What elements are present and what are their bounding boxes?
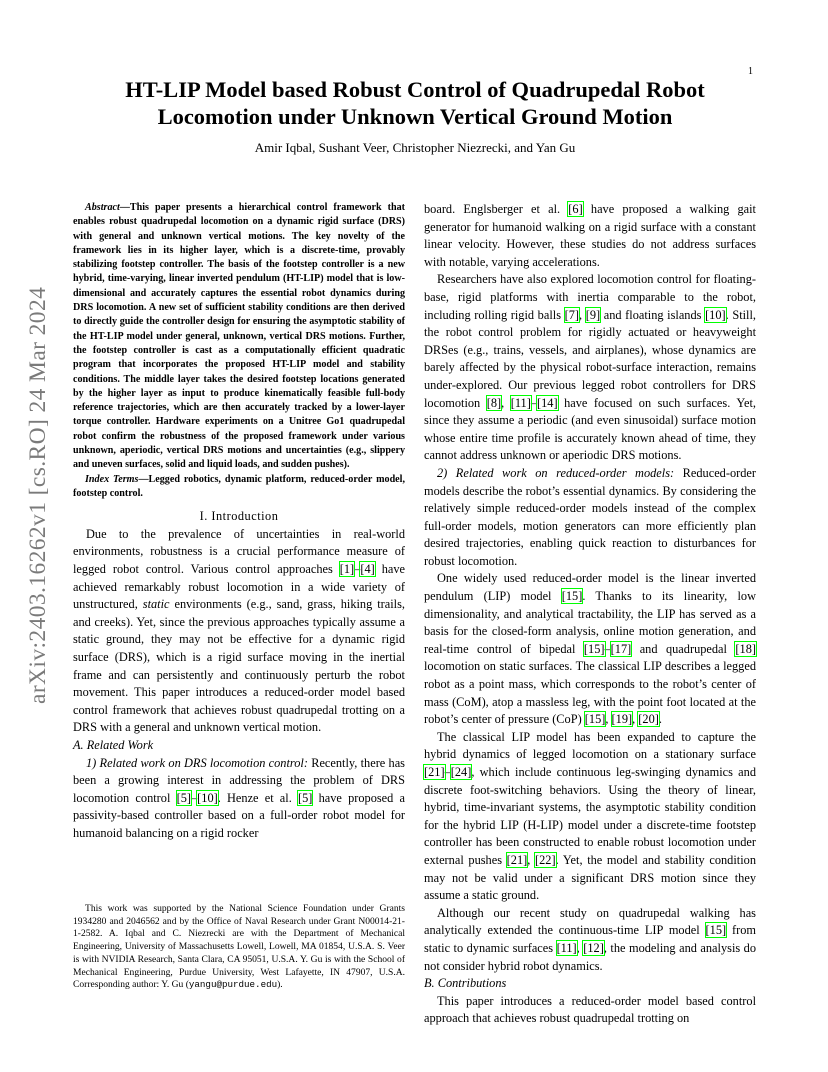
text-run: – (604, 641, 611, 656)
page-number: 1 (748, 66, 753, 77)
arxiv-stamp: arXiv:2403.16262v1 [cs.RO] 24 Mar 2024 (25, 286, 51, 704)
text-run: have focused on such surfaces. Yet, since they assume a periodic (and even sinusoidal) surface motion whose entire time profile is accurately known ahead of time, they cannot address unknown or aperiodic DRS motions. (424, 395, 756, 463)
text-run: , which include continuous leg-swinging dynamics and discrete foot-switching behaviors. Using the theory of linear, hybrid, time-invariant systems, the asymptotic stability condition for the hybrid LIP (H-LIP) model under a discrete-time footstep controller has been constructed to enable robust locomotion under external pushes (424, 765, 756, 867)
title-line-1: HT-LIP Model based Robust Control of Quadrupedal Robot (125, 77, 705, 102)
author-list: Amir Iqbal, Sushant Veer, Christopher Niezrecki, and Yan Gu (254, 140, 576, 155)
citation-link[interactable]: [21] (424, 765, 445, 779)
text-run: This work was supported by the National Science Foundation under Grants 1934280 and 2046562 and by the Office of Naval Research under Grant N00014-21-1-2582. A. Iqbal and C. Niezrecki are with the Department of Mechanical Engineering, University of Massachusetts Lowell, Lowell, MA 01854, U.S.A. S. Veer is with NVIDIA Research, Santa Clara, CA 95051, U.S.A. Y. Gu is with the School of Mechanical Engineering, Purdue University, West Lafayette, IN 47907, U.S.A. Corresponding author: Y. Gu ( (73, 903, 405, 991)
paragraph-label: 1) Related work on DRS locomotion control: (86, 755, 308, 770)
paragraph-label: 2) Related work on reduced-order models: (437, 465, 675, 480)
subsection-heading-contributions: B. Contributions (424, 976, 507, 991)
right-column (424, 201, 756, 1028)
text-run: environments (e.g., sand, grass, hiking trails, and creeks). Yet, since the previous approaches typically assume a static ground, they may not be effective for a dynamic rigid surface (DRS), which is a rigid surface moving in the inertial frame and can persistently and continuously perturb the robot movement. This paper introduces a reduced-order model based control framework that achieves robust quadrupedal trotting on a DRS with a general and unknown vertical motion. (73, 597, 405, 735)
related-work-1-paragraph (73, 755, 405, 843)
text-run: ). (277, 979, 283, 991)
text-run: Recently, there has been a growing interest in addressing the problem of DRS locomotion control (73, 755, 405, 805)
section-heading-introduction: I. Introduction (199, 509, 279, 524)
text-run: – (354, 562, 361, 577)
intro-paragraph-1 (73, 526, 405, 737)
text-run: , (576, 940, 584, 955)
citation-link[interactable]: [15] (583, 641, 605, 656)
text-run: have achieved remarkably robust locomotion in a wide variety of unstructured, (73, 562, 405, 612)
text-run: . Yet, the model and stability condition may not be valid under a significant DRS motion since they assume a static ground. (424, 852, 756, 903)
index-terms (73, 473, 405, 502)
text-run: Due to the prevalence of uncertainties in real-world environments, robustness is a crucial performance measure of legged robot control. Various control approaches (73, 526, 405, 577)
citation-link[interactable]: [5] (176, 790, 191, 805)
citation-link[interactable]: [6] (568, 202, 583, 216)
citation-link[interactable]: [15] (584, 712, 606, 727)
text-run: , (632, 712, 639, 727)
subsection-heading-related-work: A. Related Work (73, 737, 154, 752)
citation-link[interactable]: [10] (705, 307, 726, 322)
footnote (73, 903, 405, 992)
related-work-2-paragraph (424, 465, 756, 571)
title-line-2: Locomotion under Unknown Vertical Ground Motion (157, 104, 673, 129)
citation-link[interactable]: [18] (735, 641, 756, 656)
citation-link[interactable]: [5] (298, 790, 313, 805)
text-run: . Henze et al. (217, 790, 298, 805)
index-terms-label: Index Terms (85, 473, 139, 485)
text-run: – (444, 765, 451, 779)
paragraph-platforms (424, 271, 756, 465)
text-run: . Still, the robot control problem for rigidly actuated or heavyweight DRSes (e.g., trains, vessels, and airplanes), whose dynamics are barely affected by the physical robot-surface interaction, remains under-explored. Our previous legged robot controllers for DRS locomotion (424, 307, 757, 410)
citation-link[interactable]: [24] (450, 765, 472, 779)
abstract (73, 201, 405, 473)
text-run: The classical LIP model has been expanded to capture the hybrid dynamics of legged locomotion on a stationary surface (424, 729, 756, 762)
text-run: have proposed a passivity-based controller based on a full-order robot model for humanoid balancing on a rigid rocker (73, 790, 405, 840)
text-run: and quadrupedal (631, 641, 736, 656)
text-run: have proposed a walking gait generator for humanoid walking on a rigid surface with a constant linear velocity. However, these studies do not address surfaces with notable, varying accelerations. (424, 202, 756, 269)
text-run: – (530, 395, 538, 410)
citation-link[interactable]: [11] (556, 940, 577, 955)
text-run: Although our recent study on quadrupedal walking has analytically extended the continuous-time LIP model (424, 905, 756, 938)
citation-link[interactable]: [19] (611, 712, 633, 727)
text-run: , (605, 712, 612, 727)
paragraph-lip (424, 570, 756, 728)
text-run: board. Englsberger et al. (424, 202, 569, 216)
citation-link[interactable]: [21] (506, 852, 528, 867)
citation-link[interactable]: [15] (561, 589, 583, 604)
citation-link[interactable]: [9] (585, 307, 601, 322)
index-terms-text: —Legged robotics, dynamic platform, reduced-order model, footstep control. (73, 473, 405, 499)
text-run: Reduced-order models describe the robot’s essential dynamics. By considering the relatively simple reduced-order models instead of the complex full-order models, motion generators can more efficiently plan desired trajectories, enabling quick reaction to disturbances for robust locomotion. (424, 465, 756, 568)
citation-link[interactable]: [1] (339, 562, 355, 577)
citation-link[interactable]: [7] (564, 307, 580, 322)
abstract-text: —This paper presents a hierarchical control framework that enables robust quadrupedal locomotion on a dynamic rigid surface (DRS) with general and unknown vertical motions. The key novelty of the framework lies in its higher layer, which is a discrete-time, provably stabilizing footstep controller. The basis of the footstep controller is a new hybrid, time-varying, linear inverted pendulum (HT-LIP) model that is low-dimensional and accurately captures the essential robot dynamics during DRS locomotion. A new set of sufficient stability conditions are then derived to directly guide the controller design for ensuring the asymptotic stability of the HT-LIP model under general, unknown, vertical DRS motions. Further, the footstep controller is cast as a computationally efficient quadratic program that incorporates the proposed HT-LIP model and stability conditions. The middle layer takes the desired footstep locations generated by the higher layer as input to produce kinematically feasible full-body reference trajectories, which are then accurately tracked by a lower-layer torque controller. Hardware experiments on a Unitree Go1 quadrupedal robot confirm the robustness of the proposed framework under various unknown, aperiodic, vertical DRS motions and uncertainties (e.g., slippery and uneven surfaces, solid and liquid loads, and sudden pushes). (73, 202, 405, 471)
emphasis-text: static (142, 597, 170, 612)
citation-link[interactable]: [14] (537, 395, 558, 410)
text-run: from static to dynamic surfaces (424, 923, 756, 955)
text-run: , (579, 307, 586, 322)
citation-link[interactable]: [4] (360, 562, 375, 577)
text-run: – (190, 790, 198, 805)
text-run: Researchers have also explored locomotion control for floating-base, rigid platforms with inertia comparable to the robot, including rolling rigid balls (424, 272, 756, 322)
citation-link[interactable]: [20] (638, 712, 659, 727)
citation-link[interactable]: [15] (705, 923, 727, 938)
abstract-label: Abstract (85, 202, 120, 213)
paragraph-contributions: This paper introduces a reduced-order model based control approach that achieves robust quadrupedal trotting on (424, 993, 756, 1026)
text-run: and floating islands (600, 307, 706, 322)
citation-link[interactable]: [8] (486, 395, 502, 410)
paper-title (80, 76, 750, 130)
citation-link[interactable]: [11] (510, 395, 531, 410)
text-run: , the modeling and analysis do not consider hybrid robot dynamics. (424, 940, 757, 973)
text-run: , (501, 395, 511, 410)
left-column (73, 201, 405, 843)
text-run: . (658, 712, 662, 727)
paragraph-continued (424, 201, 756, 271)
citation-link[interactable]: [10] (197, 790, 218, 805)
text-run: , (527, 852, 535, 867)
citation-link[interactable]: [22] (535, 852, 556, 867)
paragraph-prior-study (424, 905, 756, 975)
text-run: . Thanks to its linearity, low dimensionality, and analytical tractability, the LIP has served as a basis for the closed-form analysis, online motion generation, and real-time control of bipedal (424, 589, 756, 656)
paragraph-hlip (424, 729, 756, 905)
citation-link[interactable]: [17] (610, 641, 632, 656)
citation-link[interactable]: [12] (583, 940, 604, 955)
text-run: One widely used reduced-order model is the linear inverted pendulum (LIP) model (424, 571, 756, 604)
email-link[interactable]: yangu@purdue.edu (188, 979, 278, 991)
text-run: locomotion on static surfaces. The classical LIP describes a legged robot as a point mass, which corresponds to the robot’s center of mass (CoM), atop a massless leg, with the point foot located at the robot’s center of pressure (CoP) (424, 659, 756, 727)
